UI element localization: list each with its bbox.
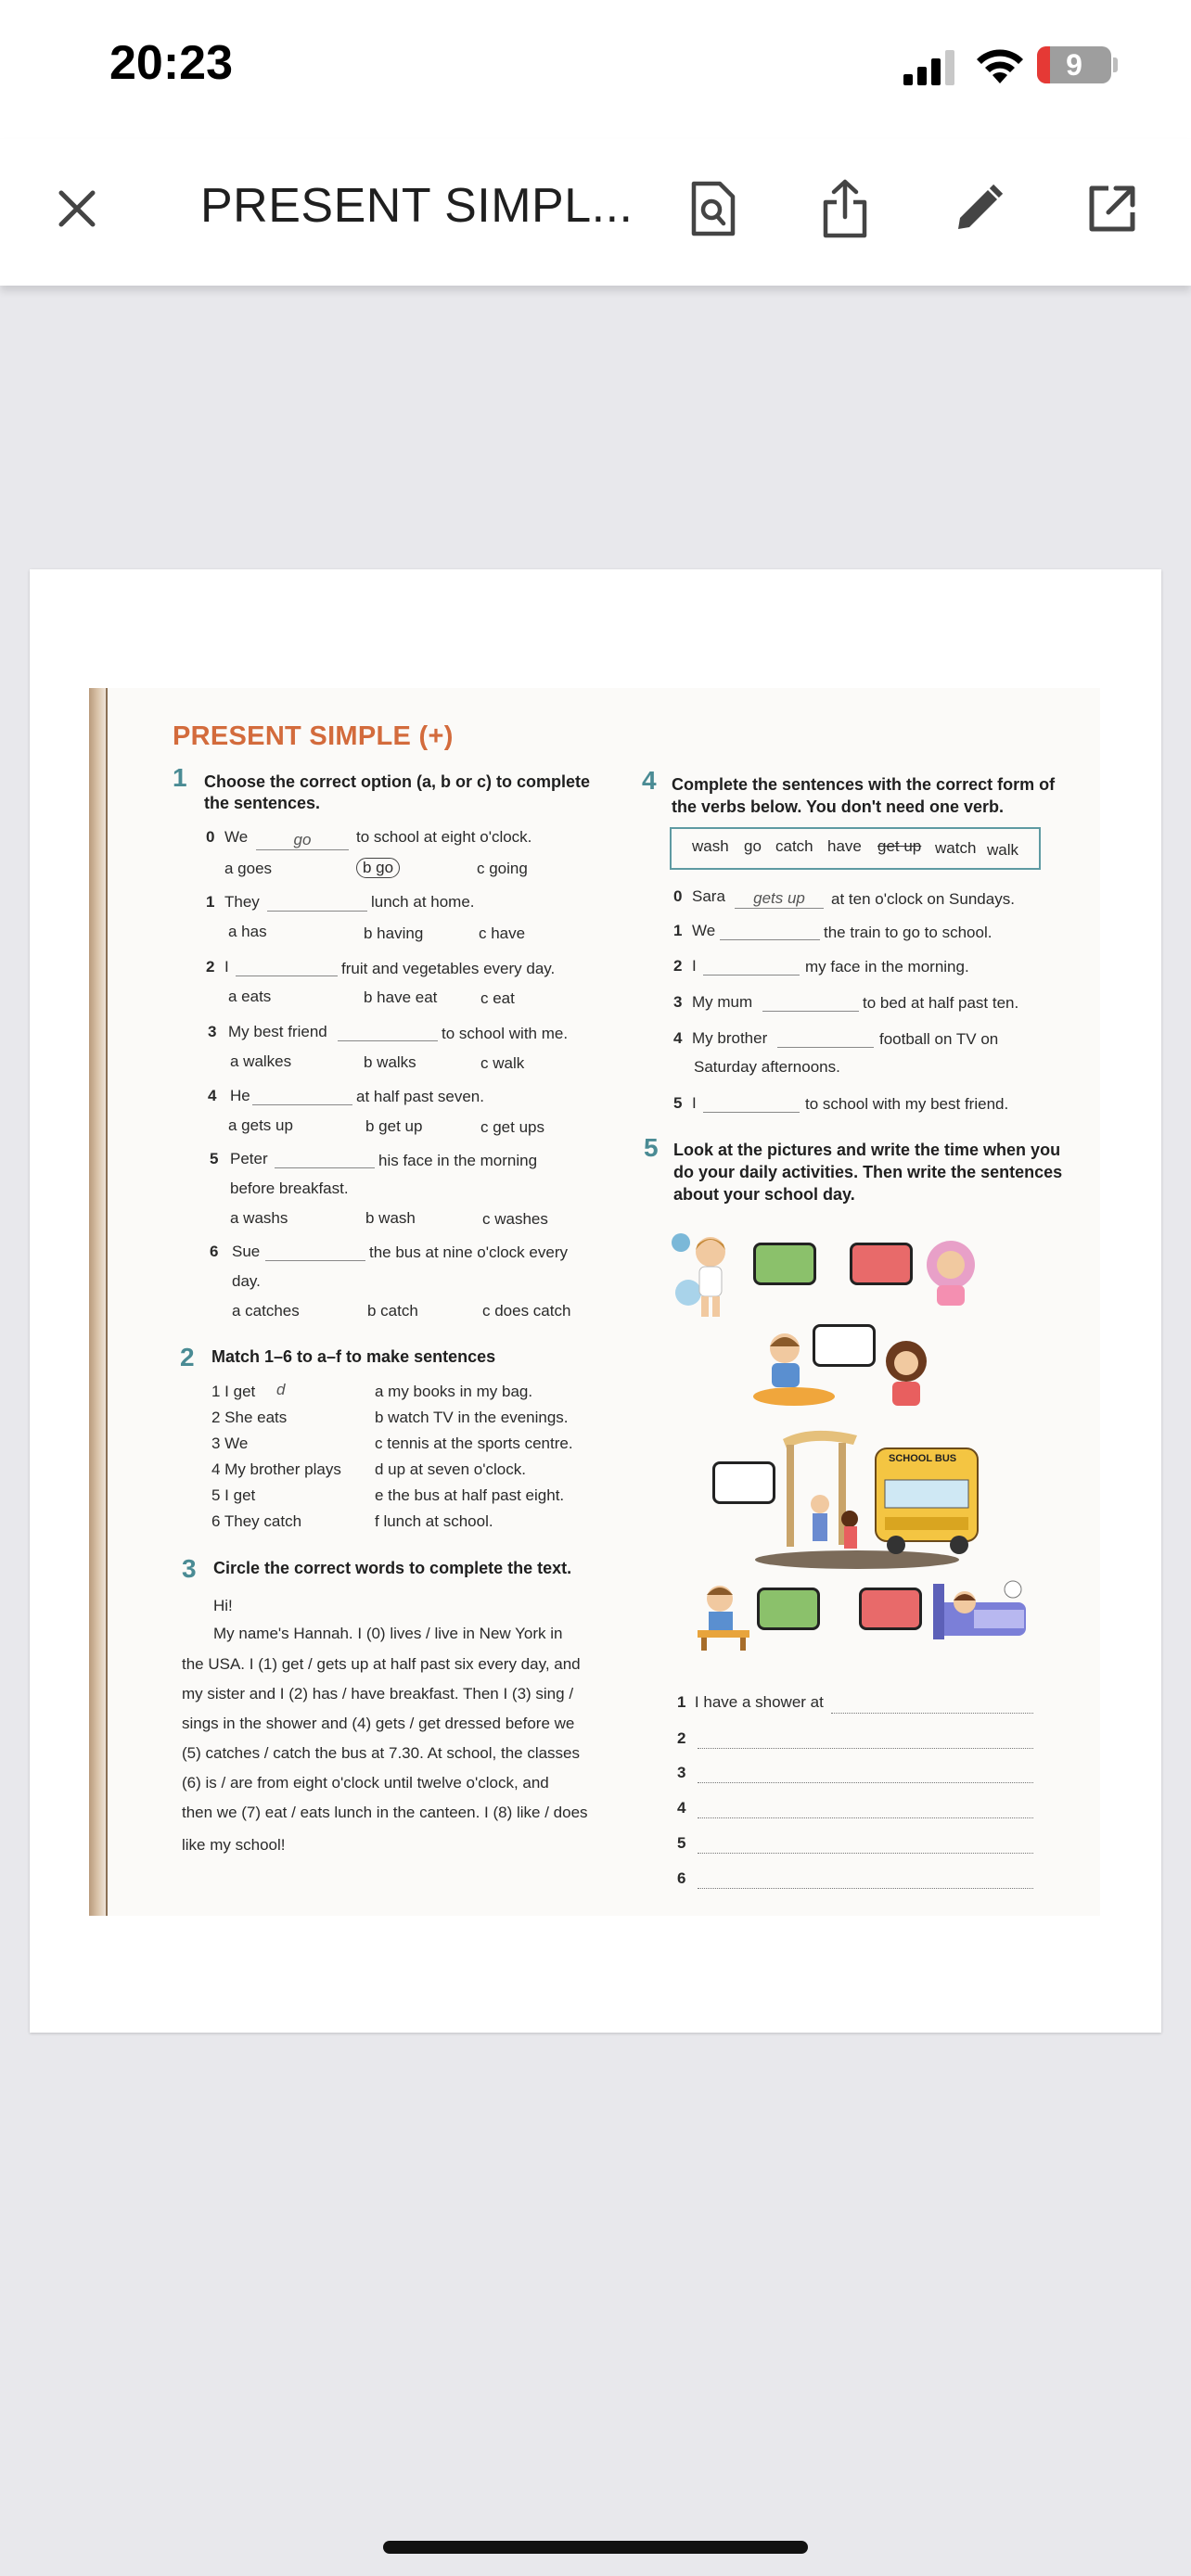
ex1-q4-c: c get ups xyxy=(480,1118,544,1136)
ex1-instruction: Choose the correct option (a, b or c) to complete xyxy=(204,772,591,791)
ex5-line-3-num: 3 xyxy=(677,1764,686,1781)
ex3-text-line-5: (5) catches / catch the bus at 7.30. At school, the classes xyxy=(182,1744,581,1762)
ex3-text-line-8: like my school! xyxy=(182,1836,286,1854)
ex2-instruction: Match 1–6 to a–f to make sentences xyxy=(211,1347,496,1366)
ex1-q4-blank[interactable] xyxy=(252,1104,352,1105)
ex4-instruction-cont: the verbs below. You don't need one verb. xyxy=(672,797,1005,816)
ex1-q5-blank[interactable] xyxy=(275,1167,375,1168)
bus-stop-illustration xyxy=(746,1421,996,1569)
ex5-line-5[interactable] xyxy=(698,1852,1033,1854)
ex4-q5-num: 5 xyxy=(673,1094,683,1112)
girl-waking-illustration xyxy=(918,1233,983,1307)
ex5-line-4-num: 4 xyxy=(677,1799,686,1817)
ex5-line-5-num: 5 xyxy=(677,1834,686,1852)
ex4-q4-blank[interactable] xyxy=(777,1047,874,1048)
ex1-q1-pre: They xyxy=(224,893,260,911)
ex1-q3-num: 3 xyxy=(208,1023,217,1040)
ex4-q0-num: 0 xyxy=(673,887,683,905)
ex4-word-7: walk xyxy=(987,841,1019,859)
search-document-icon[interactable] xyxy=(680,176,745,241)
ex1-q6-c: c does catch xyxy=(482,1302,571,1320)
ex2-left-6: 6 They catch xyxy=(211,1512,302,1530)
ex2-right-e: e the bus at half past eight. xyxy=(375,1486,565,1504)
close-icon[interactable] xyxy=(45,176,109,241)
ex3-number: 3 xyxy=(182,1554,197,1583)
ex1-q4-num: 4 xyxy=(208,1087,217,1104)
ex3-text-line-1: My name's Hannah. I (0) lives / live in New York in xyxy=(213,1625,563,1642)
ex4-q3-post: to bed at half past ten. xyxy=(863,994,1019,1012)
ex4-q5-blank[interactable] xyxy=(703,1112,800,1113)
ex1-q0-answer: go xyxy=(256,831,349,850)
ex4-instruction: Complete the sentences with the correct form of xyxy=(672,775,1056,794)
ex1-q1-b: b having xyxy=(364,925,424,942)
clock-blank-red-2[interactable] xyxy=(859,1588,922,1630)
ex1-q3-c: c walk xyxy=(480,1054,525,1072)
ex4-q1-blank[interactable] xyxy=(720,939,820,940)
ex1-q6-blank[interactable] xyxy=(265,1260,365,1261)
ex3-instruction: Circle the correct words to complete the text. xyxy=(213,1559,572,1577)
ex4-q3-blank[interactable] xyxy=(762,1011,859,1012)
ex1-q2-c: c eat xyxy=(480,989,515,1007)
ex1-q5-c: c washes xyxy=(482,1210,548,1228)
ex1-q1-c: c have xyxy=(479,925,526,942)
ex1-q2-b: b have eat xyxy=(364,988,438,1006)
ex1-q6-pre: Sue xyxy=(232,1243,261,1260)
girl-bed-illustration xyxy=(928,1575,1035,1649)
ex1-q0-post: to school at eight o'clock. xyxy=(356,828,532,846)
ex1-q4-a: a gets up xyxy=(228,1116,293,1134)
ex5-line-2-num: 2 xyxy=(677,1729,686,1747)
ex1-q4-pre: He xyxy=(230,1087,250,1104)
ex5-instruction-cont2: about your school day. xyxy=(673,1185,855,1204)
battery-tip xyxy=(1113,57,1118,72)
ex4-q5-post: to school with my best friend. xyxy=(805,1095,1009,1113)
ex4-word-2: go xyxy=(744,837,762,855)
ex1-q0-a: a goes xyxy=(224,860,273,877)
ex5-line-1[interactable] xyxy=(831,1712,1033,1714)
ex1-q5-post: his face in the morning xyxy=(378,1152,538,1169)
ex2-right-c: c tennis at the sports centre. xyxy=(375,1435,573,1452)
ex4-word-3: catch xyxy=(775,837,813,855)
ex1-q2-num: 2 xyxy=(206,958,215,976)
clock-blank-white-2[interactable] xyxy=(712,1461,775,1504)
document-title: PRESENT SIMPL... xyxy=(200,179,634,233)
ex1-q3-blank[interactable] xyxy=(338,1040,438,1041)
ex3-text-line-0: Hi! xyxy=(213,1597,233,1614)
ex3-text-line-3: my sister and I (2) has / have breakfast. Then I (3) sing / xyxy=(182,1685,574,1702)
ex2-left-5: 5 I get xyxy=(211,1486,256,1504)
book-spine-edge xyxy=(106,688,108,1916)
ex4-q2-post: my face in the morning. xyxy=(805,958,969,976)
ex5-line-1-num: 1 xyxy=(677,1693,686,1711)
battery-icon xyxy=(1037,46,1111,83)
ex4-q1-pre: We xyxy=(692,922,716,939)
ex1-q6-b: b catch xyxy=(367,1302,418,1320)
wifi-icon xyxy=(974,45,1026,85)
ex5-instruction-cont: do your daily activities. Then write the sentences xyxy=(673,1163,1063,1181)
ex4-q0-pre: Sara xyxy=(692,887,725,905)
ex1-q1-a: a has xyxy=(228,923,267,940)
ex1-q0-b-circled: b go xyxy=(356,858,400,878)
ex4-q1-num: 1 xyxy=(673,922,683,939)
ex2-right-b: b watch TV in the evenings. xyxy=(375,1409,569,1426)
ex3-text-line-4: sings in the shower and (4) gets / get dressed before we xyxy=(182,1715,575,1732)
ex2-number: 2 xyxy=(180,1343,195,1371)
ex4-q0-post: at ten o'clock on Sundays. xyxy=(831,890,1015,908)
ex5-line-6[interactable] xyxy=(698,1887,1033,1889)
ex4-q4-post: football on TV on xyxy=(879,1030,999,1048)
home-indicator[interactable] xyxy=(383,2541,808,2554)
ex4-q2-pre: I xyxy=(692,957,697,975)
ex4-q1-post: the train to go to school. xyxy=(824,924,992,941)
ex1-q0-pre: We xyxy=(224,828,249,846)
status-time: 20:23 xyxy=(109,36,233,90)
battery-level: 9 xyxy=(1066,48,1082,82)
ex2-answer-1: d xyxy=(276,1381,286,1398)
ex1-q4-post: at half past seven. xyxy=(356,1088,484,1105)
ex4-q0-answer: gets up xyxy=(735,889,824,909)
girl-breakfast-illustration xyxy=(876,1335,937,1409)
ex1-q5-a: a washs xyxy=(230,1209,288,1227)
ex2-right-a: a my books in my bag. xyxy=(375,1383,533,1400)
ex5-line-2[interactable] xyxy=(698,1747,1033,1749)
ex4-q2-blank[interactable] xyxy=(703,975,800,976)
ex1-q1-post: lunch at home. xyxy=(371,893,475,911)
ex1-q2-pre: I xyxy=(224,958,229,976)
ex4-word-6: watch xyxy=(935,839,977,857)
ex5-line-6-num: 6 xyxy=(677,1869,686,1887)
ex4-word-4: have xyxy=(827,837,862,855)
ex4-q4-pre: My brother xyxy=(692,1029,768,1047)
ex4-q3-pre: My mum xyxy=(692,993,753,1011)
ex1-q2-a: a eats xyxy=(228,988,272,1005)
ex4-number: 4 xyxy=(642,766,657,795)
ex3-text-line-6: (6) is / are from eight o'clock until twelve o'clock, and xyxy=(182,1774,549,1792)
ex5-instruction: Look at the pictures and write the time when you xyxy=(673,1141,1061,1159)
school-bus-label: SCHOOL BUS xyxy=(889,1453,957,1464)
ex1-q6-post: the bus at nine o'clock every xyxy=(369,1243,568,1261)
ex1-q6-num: 6 xyxy=(210,1243,219,1260)
ex5-line-1-label xyxy=(677,1693,824,1712)
share-icon[interactable] xyxy=(813,176,877,241)
ex1-q1-blank[interactable] xyxy=(267,911,367,912)
ex1-q3-b: b walks xyxy=(364,1053,416,1071)
cellular-signal-icon xyxy=(902,48,961,85)
edit-pencil-icon[interactable] xyxy=(946,176,1011,241)
ex2-left-2: 2 She eats xyxy=(211,1409,288,1426)
open-external-icon[interactable] xyxy=(1080,176,1145,241)
ex1-q5-cont: before breakfast. xyxy=(230,1180,349,1197)
ex1-q4-b: b get up xyxy=(365,1117,423,1135)
book-spine xyxy=(89,688,106,1916)
girl-shower-illustration xyxy=(668,1224,751,1326)
ex5-number: 5 xyxy=(644,1133,659,1162)
ex4-word-1: wash xyxy=(692,837,729,855)
ex1-q5-pre: Peter xyxy=(230,1150,268,1167)
ex1-q6-a: a catches xyxy=(232,1302,300,1320)
ex4-q4-num: 4 xyxy=(673,1029,683,1047)
ex3-text-line-2: the USA. I (1) get / gets up at half past six every day, and xyxy=(182,1655,581,1673)
ex1-instruction-cont: the sentences. xyxy=(204,794,321,812)
clock-blank-white-1[interactable] xyxy=(813,1324,876,1367)
ex3-text-line-7: then we (7) eat / eats lunch in the canteen. I (8) like / does xyxy=(182,1804,588,1821)
boy-desk-illustration xyxy=(692,1578,757,1652)
ex2-left-3: 3 We xyxy=(211,1435,249,1452)
ex2-left-1: 1 I get xyxy=(211,1383,256,1400)
ex1-q3-pre: My best friend xyxy=(228,1023,327,1040)
ex1-q1-num: 1 xyxy=(206,893,215,911)
ex4-q4-cont: Saturday afternoons. xyxy=(694,1058,840,1076)
ex2-left-4: 4 My brother plays xyxy=(211,1460,341,1478)
clock-blank-green-1[interactable] xyxy=(753,1243,816,1285)
ex1-q3-a: a walkes xyxy=(230,1052,292,1070)
ex1-q5-b: b wash xyxy=(365,1209,416,1227)
ex1-q3-post: to school with me. xyxy=(442,1025,569,1042)
ex4-q5-pre: I xyxy=(692,1094,697,1112)
worksheet-title: PRESENT SIMPLE (+) xyxy=(173,721,454,751)
ex4-q3-num: 3 xyxy=(673,993,683,1011)
ex5-line-3[interactable] xyxy=(698,1781,1033,1783)
ex1-q0-num: 0 xyxy=(206,828,215,846)
clock-blank-green-2[interactable] xyxy=(757,1588,820,1630)
ex2-right-d: d up at seven o'clock. xyxy=(375,1460,526,1478)
ex5-line-4[interactable] xyxy=(698,1817,1033,1818)
ex1-q2-post: fruit and vegetables every day. xyxy=(341,960,556,977)
ex1-q0-c: c going xyxy=(477,860,528,877)
ex1-q5-num: 5 xyxy=(210,1150,219,1167)
ex1-number: 1 xyxy=(173,763,187,792)
ex4-q2-num: 2 xyxy=(673,957,683,975)
ex5-line-1-text: I have a shower at xyxy=(694,1693,824,1711)
ex4-word-5-crossed: get up xyxy=(877,837,922,855)
ex1-q6-cont: day. xyxy=(232,1272,261,1290)
ex2-right-f: f lunch at school. xyxy=(375,1512,493,1530)
clock-blank-red-1[interactable] xyxy=(850,1243,913,1285)
